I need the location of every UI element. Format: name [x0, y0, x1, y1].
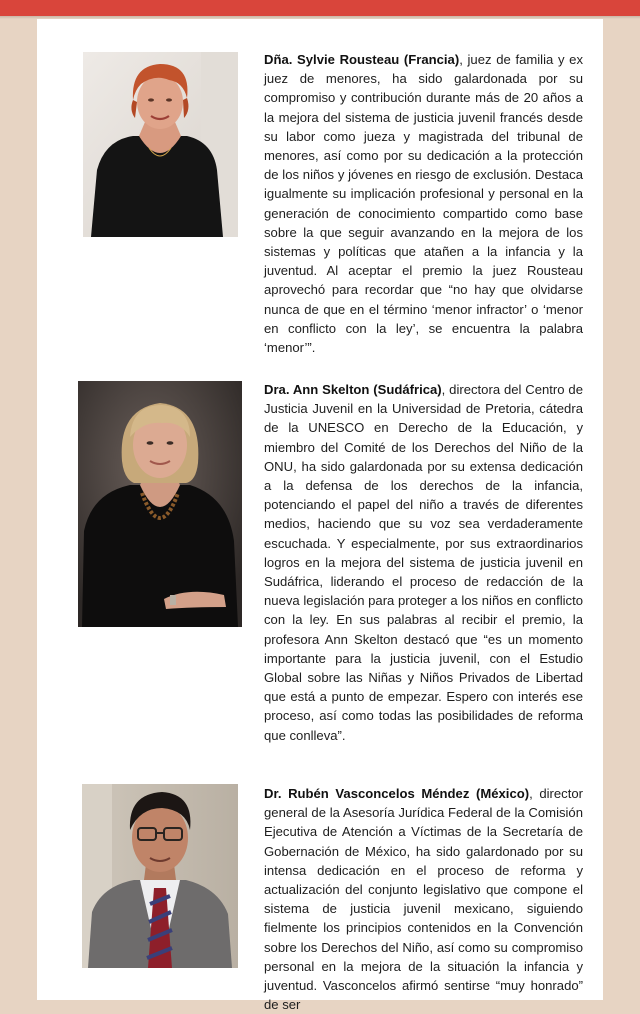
- bio-vasconcelos: [264, 784, 583, 1014]
- bio-rousteau-text: , juez de familia y ex juez de menores, ha sido galardonada por su compromiso y contribución durante más de 20 años a la mejora del sistema de justicia juvenil francés desde su labor como jueza y magistrada del tribunal de menores, así como por su dedicación a la protección de los niños y jóvenes en riesgo de exclusión. Destaca igualmente su implicación profesional y personal en la generación de conocimiento compartido como base sobre la que seguir avanzando en la mejora de los sistemas y políticas que atañen a la infancia y la juventud. Al aceptar el premio la juez Rousteau aprovechó para recordar que “no hay que olvidarse nunca de que en el término ‘menor infractor’ o ‘menor en conflicto con la ley’, se encuentra la palabra ‘menor’”.: [264, 52, 583, 356]
- bio-rousteau: [264, 50, 583, 357]
- newsletter-page: [37, 19, 603, 1013]
- portrait-rousteau-image: [83, 52, 238, 237]
- name-rousteau: Dña. Sylvie Rousteau (Francia): [264, 52, 460, 67]
- name-skelton: Dra. Ann Skelton (Sudáfrica): [264, 382, 442, 397]
- bio-skelton: [264, 380, 583, 745]
- portrait-photo-vasconcelos: [82, 784, 238, 968]
- bio-skelton-text: , directora del Centro de Justicia Juvenil en la Universidad de Pretoria, cátedra de la UNESCO en Derecho de la Educación, y miembro del Comité de los Derechos del Niño de la ONU, ha sido galardonada por su extensa dedicación a la defensa de los derechos de la infancia, potenciando el papel del niño a través de diferentes medios, haciendo que su voz sea verdaderamente escuchada. Y especialmente, por sus extraordinarios logros en la mejora del sistema de justicia juvenil en Sudáfrica, liderando el proceso de redacción de la nueva legislación para proteger a los niños en conflicto con la ley. En sus palabras al recibir el premio, la profesora Ann Skelton destacó que “es un momento importante para la justicia juvenil, con el Estudio Global sobre las Niñas y Niños Privados de Libertad que está a punto de empezar. Espero con interés ese proceso, así como todas las posibilidades de reforma que conlleva”.: [264, 382, 583, 743]
- header-bar: [0, 0, 640, 16]
- portrait-skelton-image: [78, 381, 242, 627]
- name-vasconcelos: Dr. Rubén Vasconcelos Méndez (México): [264, 786, 530, 801]
- portrait-vasconcelos-image: [82, 784, 238, 968]
- portrait-photo-skelton: [78, 381, 242, 627]
- portrait-photo-rousteau: [83, 52, 238, 237]
- bio-vasconcelos-text: , director general de la Asesoría Jurídica Federal de la Comisión Ejecutiva de Atención a Víctimas de la Secretaría de Gobernación de México, ha sido galardonado por su intensa dedicación en el proceso de reforma y actualización del conjunto legislativo que compone el sistema de justicia juvenil mexicano, siguiendo fielmente los principios contenidos en la Convención sobre los Derechos del Niño, así como su compromiso personal en la mejora de la situación la infancia y juventud. Vasconcelos afirmó sentirse “muy honrado” de ser: [264, 786, 583, 1013]
